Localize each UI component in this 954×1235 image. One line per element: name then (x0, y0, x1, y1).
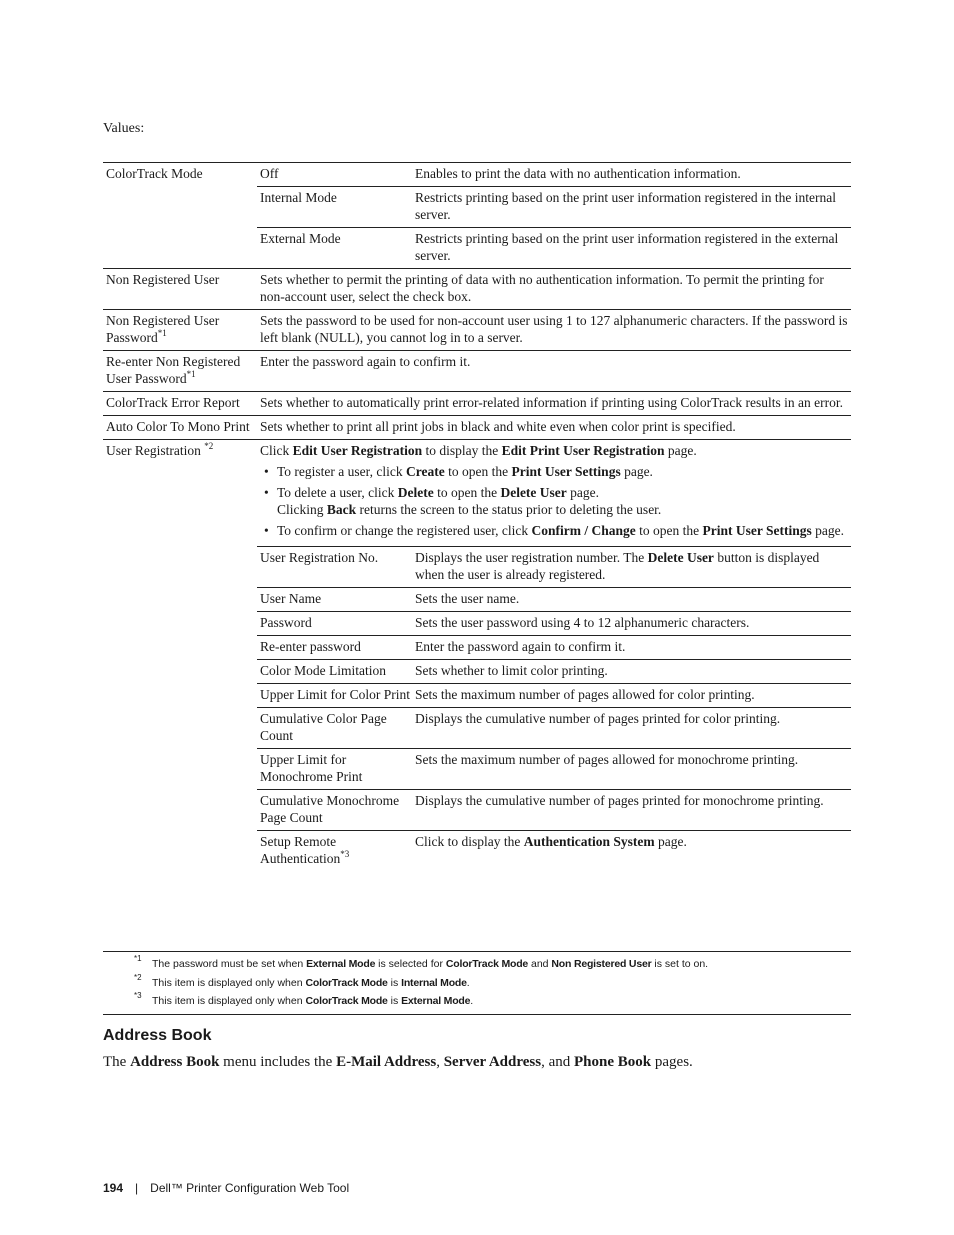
bullet-confirm: • To confirm or change the registered user, click Confirm / Change to open the Print User Settings page. (260, 522, 851, 539)
sub-item-description: Click to display the Authentication System page. (412, 831, 851, 872)
bullet-delete: • To delete a user, click Delete to open the Delete User page. Clicking Back returns the screen to the status prior to deleting the user. (260, 484, 851, 518)
footnote-1: *1 The password must be set when External Mode is selected for ColorTrack Mode and Non Registered User is set to on. (103, 955, 851, 974)
sub-item-description: Enter the password again to confirm it. (412, 636, 851, 660)
sub-item-description: Displays the cumulative number of pages printed for monochrome printing. (412, 790, 851, 831)
sub-item-description: Displays the cumulative number of pages printed for color printing. (412, 708, 851, 749)
setting-description: Sets the password to be used for non-account user using 1 to 127 alphanumeric characters. If the password is left blank (NULL), you cannot log in to a server. (257, 310, 851, 351)
footnotes (103, 951, 851, 1015)
footnote-ref: *1 (186, 369, 196, 379)
values-label: Values: (103, 121, 145, 136)
setting-description: Sets whether to automatically print error-related information if printing using ColorTrack results in an error. (257, 392, 851, 416)
table-row (103, 440, 851, 547)
footnote-mark: *2 (134, 972, 142, 982)
sub-item-name: Re-enter password (257, 636, 412, 660)
page-footer (103, 1181, 349, 1195)
setting-name: Re-enter Non Registered User Password$^{*1}$ (103, 351, 257, 392)
sub-item-description: Sets the user password using 4 to 12 alphanumeric characters. (412, 612, 851, 636)
option-description: Restricts printing based on the print user information registered in the internal server. (412, 187, 851, 228)
option-description: Restricts printing based on the print user information registered in the external server. (412, 228, 851, 269)
table-row (103, 163, 851, 187)
sub-item-name: Password (257, 612, 412, 636)
sub-item-name: Cumulative Monochrome Page Count (257, 790, 412, 831)
footer-separator: | (135, 1181, 139, 1195)
setting-name: Non Registered User Password$^{*1}$ (103, 310, 257, 351)
sub-item-description: Sets whether to limit color printing. (412, 660, 851, 684)
user-registration-intro (257, 440, 851, 547)
footnote-ref: *3 (340, 849, 350, 859)
section-paragraph: The Address Book menu includes the E-Mail Address, Server Address, and Phone Book pages. (103, 1054, 693, 1070)
footnote-3: *3 This item is displayed only when ColorTrack Mode is External Mode. (103, 992, 851, 1011)
page-number: 194 (103, 1181, 124, 1195)
sub-item-name: Cumulative Color Page Count (257, 708, 412, 749)
settings-table (103, 162, 851, 871)
setting-description: Enter the password again to confirm it. (257, 351, 851, 392)
option-description: Enables to print the data with no authentication information. (412, 163, 851, 187)
setting-description: Sets whether to print all print jobs in black and white even when color print is specified. (257, 416, 851, 440)
setting-name: Auto Color To Mono Print (103, 416, 257, 440)
footnote-2: *2 This item is displayed only when ColorTrack Mode is Internal Mode. (103, 974, 851, 993)
sub-item-name: Color Mode Limitation (257, 660, 412, 684)
sub-item-description: Sets the maximum number of pages allowed for monochrome printing. (412, 749, 851, 790)
sub-item-description: Sets the user name. (412, 588, 851, 612)
table-row (103, 351, 851, 392)
setting-name: User Registration $^{*2}$ (103, 440, 257, 872)
footnote-mark: *3 (134, 991, 142, 1000)
footnote-mark: *1 (134, 954, 142, 963)
table-row (103, 416, 851, 440)
bullet-register: • To register a user, click Create to open the Print User Settings page. (260, 463, 851, 480)
intro-line: Click Edit User Registration to display the Edit Print User Registration page. (260, 443, 697, 458)
option-name: Off (257, 163, 412, 187)
option-name: Internal Mode (257, 187, 412, 228)
sub-item-name: User Registration No. (257, 547, 412, 588)
table-row (103, 310, 851, 351)
footnote-ref: *2 (204, 441, 214, 451)
setting-name: ColorTrack Mode (103, 163, 257, 269)
table-row (103, 392, 851, 416)
table-row (103, 269, 851, 310)
sub-item-description: Sets the maximum number of pages allowed for color printing. (412, 684, 851, 708)
setting-name: ColorTrack Error Report (103, 392, 257, 416)
sub-item-description: Displays the user registration number. The Delete User button is displayed when the user is already registered. (412, 547, 851, 588)
footnote-ref: *1 (157, 328, 167, 338)
sub-item-name: User Name (257, 588, 412, 612)
footer-title: Dell™ Printer Configuration Web Tool (150, 1181, 350, 1195)
section-heading: Address Book (103, 1027, 212, 1044)
sub-item-name: Upper Limit for Color Print (257, 684, 412, 708)
option-name: External Mode (257, 228, 412, 269)
setting-description: Sets whether to permit the printing of data with no authentication information. To permit the printing for non-account user, select the check box. (257, 269, 851, 310)
sub-item-name: Setup Remote Authentication$^{*3}$ (257, 831, 412, 872)
setting-name: Non Registered User (103, 269, 257, 310)
sub-item-name: Upper Limit for Monochrome Print (257, 749, 412, 790)
